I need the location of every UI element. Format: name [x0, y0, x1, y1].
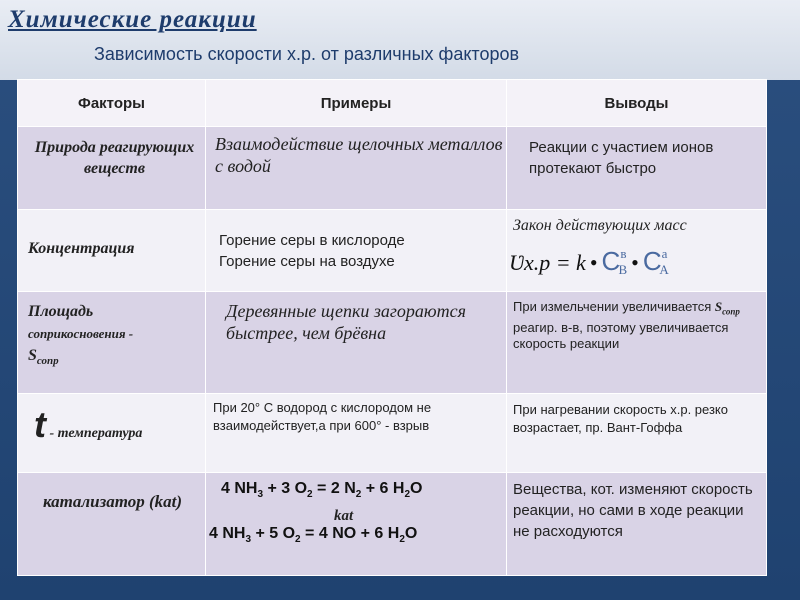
- factor-temperature: [34, 404, 142, 446]
- example-line: Горение серы на воздухе: [219, 253, 395, 270]
- conclusion-cell: [507, 292, 767, 394]
- conclusion-nature: Реакции с участием ионов протекают быстро: [529, 139, 714, 177]
- conclusion-cell: [507, 210, 767, 292]
- factor-line: соприкосновения -: [28, 326, 134, 341]
- example-concentration: [219, 230, 405, 272]
- factor-cell: [18, 210, 206, 292]
- factor-t-label: - температура: [46, 426, 143, 441]
- header-conclusions: Выводы: [507, 80, 767, 127]
- formula-lhs: Ʋх.р = k: [509, 250, 586, 275]
- header-factors: Факторы: [18, 80, 206, 127]
- multiply-dot: •: [589, 250, 598, 275]
- mass-action-formula: [509, 246, 669, 277]
- example-line: Горение серы в кислороде: [219, 232, 405, 249]
- factors-table: [17, 79, 767, 576]
- example-cell: [206, 292, 507, 394]
- header-examples: Примеры: [206, 80, 507, 127]
- factor-contact-area: [28, 301, 133, 372]
- formula-b-exponent: в: [620, 246, 627, 261]
- factor-cell: [18, 127, 206, 210]
- example-nature: Взаимодействие щелочных металлов с водой: [215, 134, 503, 176]
- formula-c-a: C: [642, 246, 662, 276]
- factor-line: Площадь: [28, 303, 94, 320]
- factor-cell: [18, 394, 206, 473]
- conclusion-contact-area: При измельчении увеличивается $S_{сопр}$ реагир. в-в, поэтому увеличивается скорость реакции: [513, 299, 740, 351]
- conclusion-temperature: При нагревании скорость х.р. резко возрастает, пр. Вант-Гоффа: [513, 402, 728, 435]
- table-row: [18, 210, 767, 292]
- multiply-dot: •: [631, 250, 639, 275]
- page-title: Химические реакции: [8, 6, 257, 33]
- factor-cell: [18, 473, 206, 576]
- factor-concentration: Концентрация: [28, 240, 135, 257]
- table-row: [18, 394, 767, 473]
- page-subtitle: Зависимость скорости х.р. от различных факторов: [94, 44, 520, 64]
- reaction-equation-2: 4 $NH_3 + 5$ $O_2 = 4$ NO + 6 $H_2O$: [209, 525, 418, 546]
- table-row: [18, 292, 767, 394]
- factor-catalyst: катализатор (kat): [42, 492, 183, 511]
- formula-b-index: B: [618, 262, 628, 277]
- example-cell: [206, 473, 507, 576]
- example-temperature: При 20° С водород с кислородом не взаимодействует,а при 600° - взрыв: [213, 400, 432, 433]
- factor-nature: Природа реагирующих веществ: [34, 139, 195, 177]
- formula-a-index: A: [659, 262, 669, 277]
- example-cell: [206, 127, 507, 210]
- conclusion-cell: [507, 394, 767, 473]
- conclusion-catalyst: Вещества, кот. изменяют скорость реакции, но сами в ходе реакции не расходуются: [513, 481, 753, 540]
- conclusion-cell: [507, 473, 767, 576]
- factor-cell: [18, 292, 206, 394]
- factor-symbol: $S_{сопр}$: [28, 347, 59, 368]
- formula-a-exponent: a: [661, 246, 668, 261]
- example-cell: [206, 210, 507, 292]
- reaction-equation-1: 4 $NH_3 + 3$ $O_2 = 2$ $N_2 + 6$ $H_2O$: [221, 480, 423, 501]
- formula-c-b: C: [601, 246, 621, 276]
- table-header-row: [18, 80, 767, 127]
- table-row: [18, 127, 767, 210]
- factor-t-symbol: t: [34, 404, 46, 445]
- example-cell: [206, 394, 507, 473]
- catalyst-label: kat: [334, 508, 354, 524]
- mass-action-law-title: Закон действующих масс: [513, 217, 687, 234]
- table-row: [18, 473, 767, 576]
- example-contact-area: Деревянные щепки загораются быстрее, чем брёвна: [226, 301, 466, 343]
- conclusion-cell: [507, 127, 767, 210]
